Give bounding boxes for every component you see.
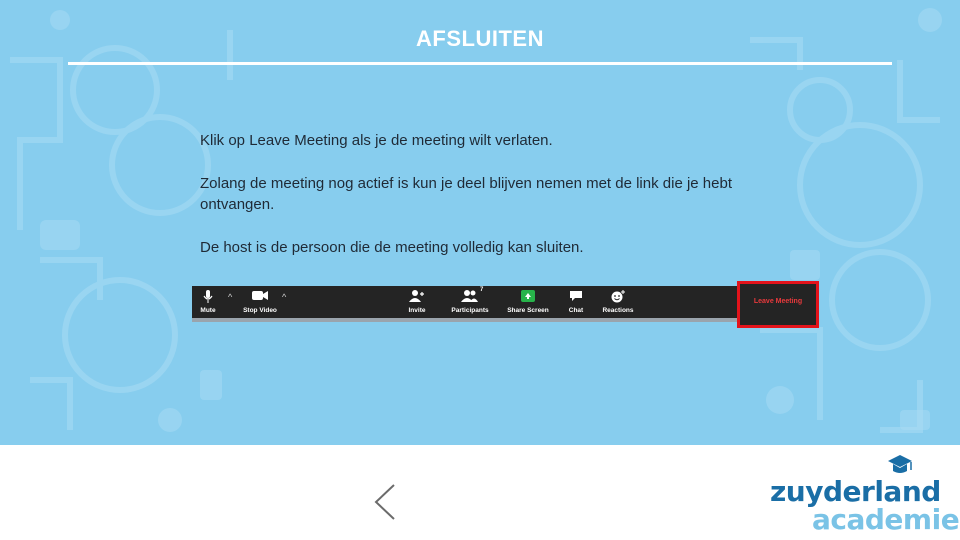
- share-screen-icon: [521, 290, 535, 302]
- mute-button[interactable]: [194, 286, 222, 318]
- share-screen-label: Share Screen: [507, 307, 549, 314]
- invite-label: Invite: [408, 307, 426, 314]
- add-person-icon: [409, 290, 425, 302]
- slide-title: AFSLUITEN: [416, 26, 544, 51]
- leave-meeting-button[interactable]: Leave Meeting: [753, 298, 803, 305]
- chat-button[interactable]: [564, 286, 588, 318]
- logo-text-line1: zuyderland: [770, 475, 941, 508]
- video-camera-icon: [252, 290, 268, 301]
- invite-button[interactable]: [402, 286, 432, 318]
- participants-button[interactable]: [448, 286, 492, 318]
- stop-video-label: Stop Video: [243, 307, 277, 314]
- chat-bubble-icon: [569, 290, 583, 302]
- share-screen-button[interactable]: [506, 286, 550, 318]
- chevron-left-icon[interactable]: [372, 483, 398, 521]
- instruction-paragraph-3: De host is de persoon die de meeting volledig kan sluiten.: [200, 239, 584, 256]
- participants-icon: [461, 290, 479, 302]
- reactions-button[interactable]: [600, 286, 636, 318]
- zuyderland-academie-logo: [768, 453, 960, 536]
- smiley-reaction-icon: [611, 290, 625, 303]
- video-caret-icon[interactable]: ^: [282, 292, 287, 302]
- chat-label: Chat: [568, 307, 584, 314]
- leave-meeting-highlight: [737, 281, 819, 328]
- microphone-icon: [203, 290, 213, 304]
- stop-video-button[interactable]: [240, 286, 280, 318]
- participants-label: Participants: [451, 307, 489, 314]
- mute-caret-icon[interactable]: ^: [228, 292, 233, 302]
- instruction-paragraph-1: Klik op Leave Meeting als je de meeting wilt verlaten.: [200, 132, 553, 149]
- participants-count: 7: [480, 287, 484, 293]
- reactions-label: Reactions: [602, 307, 634, 314]
- mute-label: Mute: [200, 307, 216, 314]
- zoom-meeting-toolbar: [192, 286, 818, 322]
- logo-text-line2: academie: [812, 503, 960, 536]
- title-divider: [68, 62, 892, 65]
- slide-footer: [0, 445, 960, 540]
- instruction-paragraph-2: Zolang de meeting nog actief is kun je deel blijven nemen met de link die je hebt ontvangen.: [200, 175, 732, 213]
